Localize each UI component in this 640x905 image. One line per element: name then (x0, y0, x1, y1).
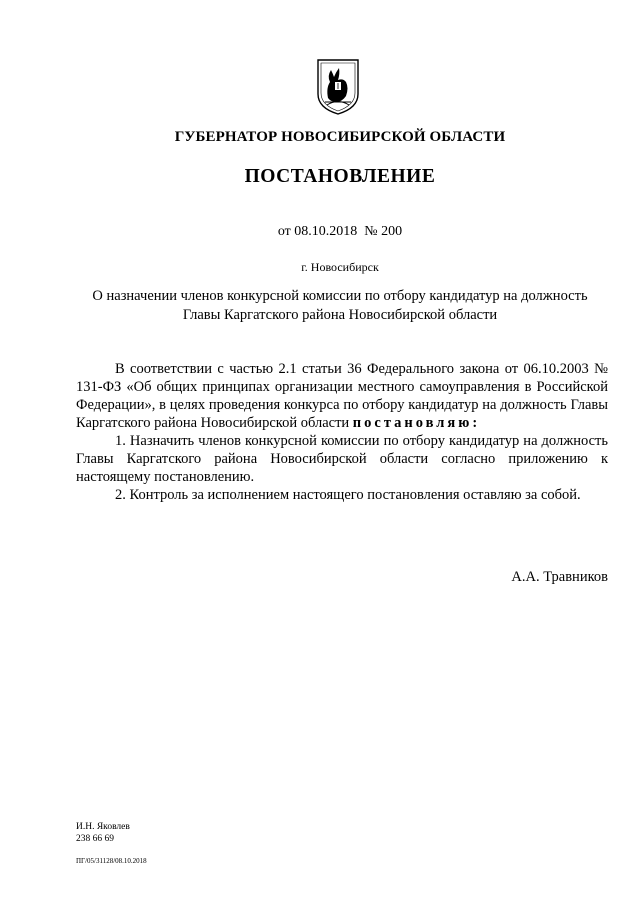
signature-name: А.А. Травников (511, 569, 608, 585)
item-paragraph: 1. Назначить членов конкурсной комиссии по отбору кандидатур на должность Главы Каргатского района Новосибирской области согласно приложению к настоящему постановлению. (76, 433, 608, 485)
date-number-line (0, 224, 640, 240)
document-subject (0, 287, 640, 325)
document-type: ПОСТАНОВЛЕНИЕ (244, 166, 436, 187)
resolve-colon: : (472, 415, 478, 431)
document-date: от 08.10.2018 (277, 224, 358, 239)
organization-title: ГУБЕРНАТОР НОВОСИБИРСКОЙ ОБЛАСТИ (174, 129, 506, 145)
resolve-keyword: постановляю (352, 415, 473, 431)
preamble-paragraph (76, 360, 608, 432)
executor-phone: 238 66 69 (76, 834, 114, 844)
subject-line: Главы Каргатского района Новосибирской области (182, 307, 498, 323)
city-label: г. Новосибирск (301, 260, 379, 274)
preamble-text: В соответствии с частью 2.1 статьи 36 Федерального закона от 06.10.2003 № 131-ФЗ «Об общих принципах организации местного самоуправления в Российской Федерации», в целях проведения конкурса по отбору кандидатур на должность Главы Каргатского района Новосибирской области (76, 361, 608, 431)
registration-number: ПГ/05/31128/08.10.2018 (76, 857, 147, 865)
executor-name: И.Н. Яковлев (76, 822, 130, 832)
item-paragraph: 2. Контроль за исполнением настоящего постановления оставляю за собой. (115, 487, 581, 503)
novosibirsk-coat-of-arms-icon (316, 58, 360, 116)
executor-block (76, 821, 130, 845)
document-body (76, 360, 608, 504)
subject-line: О назначении членов конкурсной комиссии по отбору кандидатур на должность (92, 288, 588, 304)
document-number: № 200 (364, 224, 403, 239)
